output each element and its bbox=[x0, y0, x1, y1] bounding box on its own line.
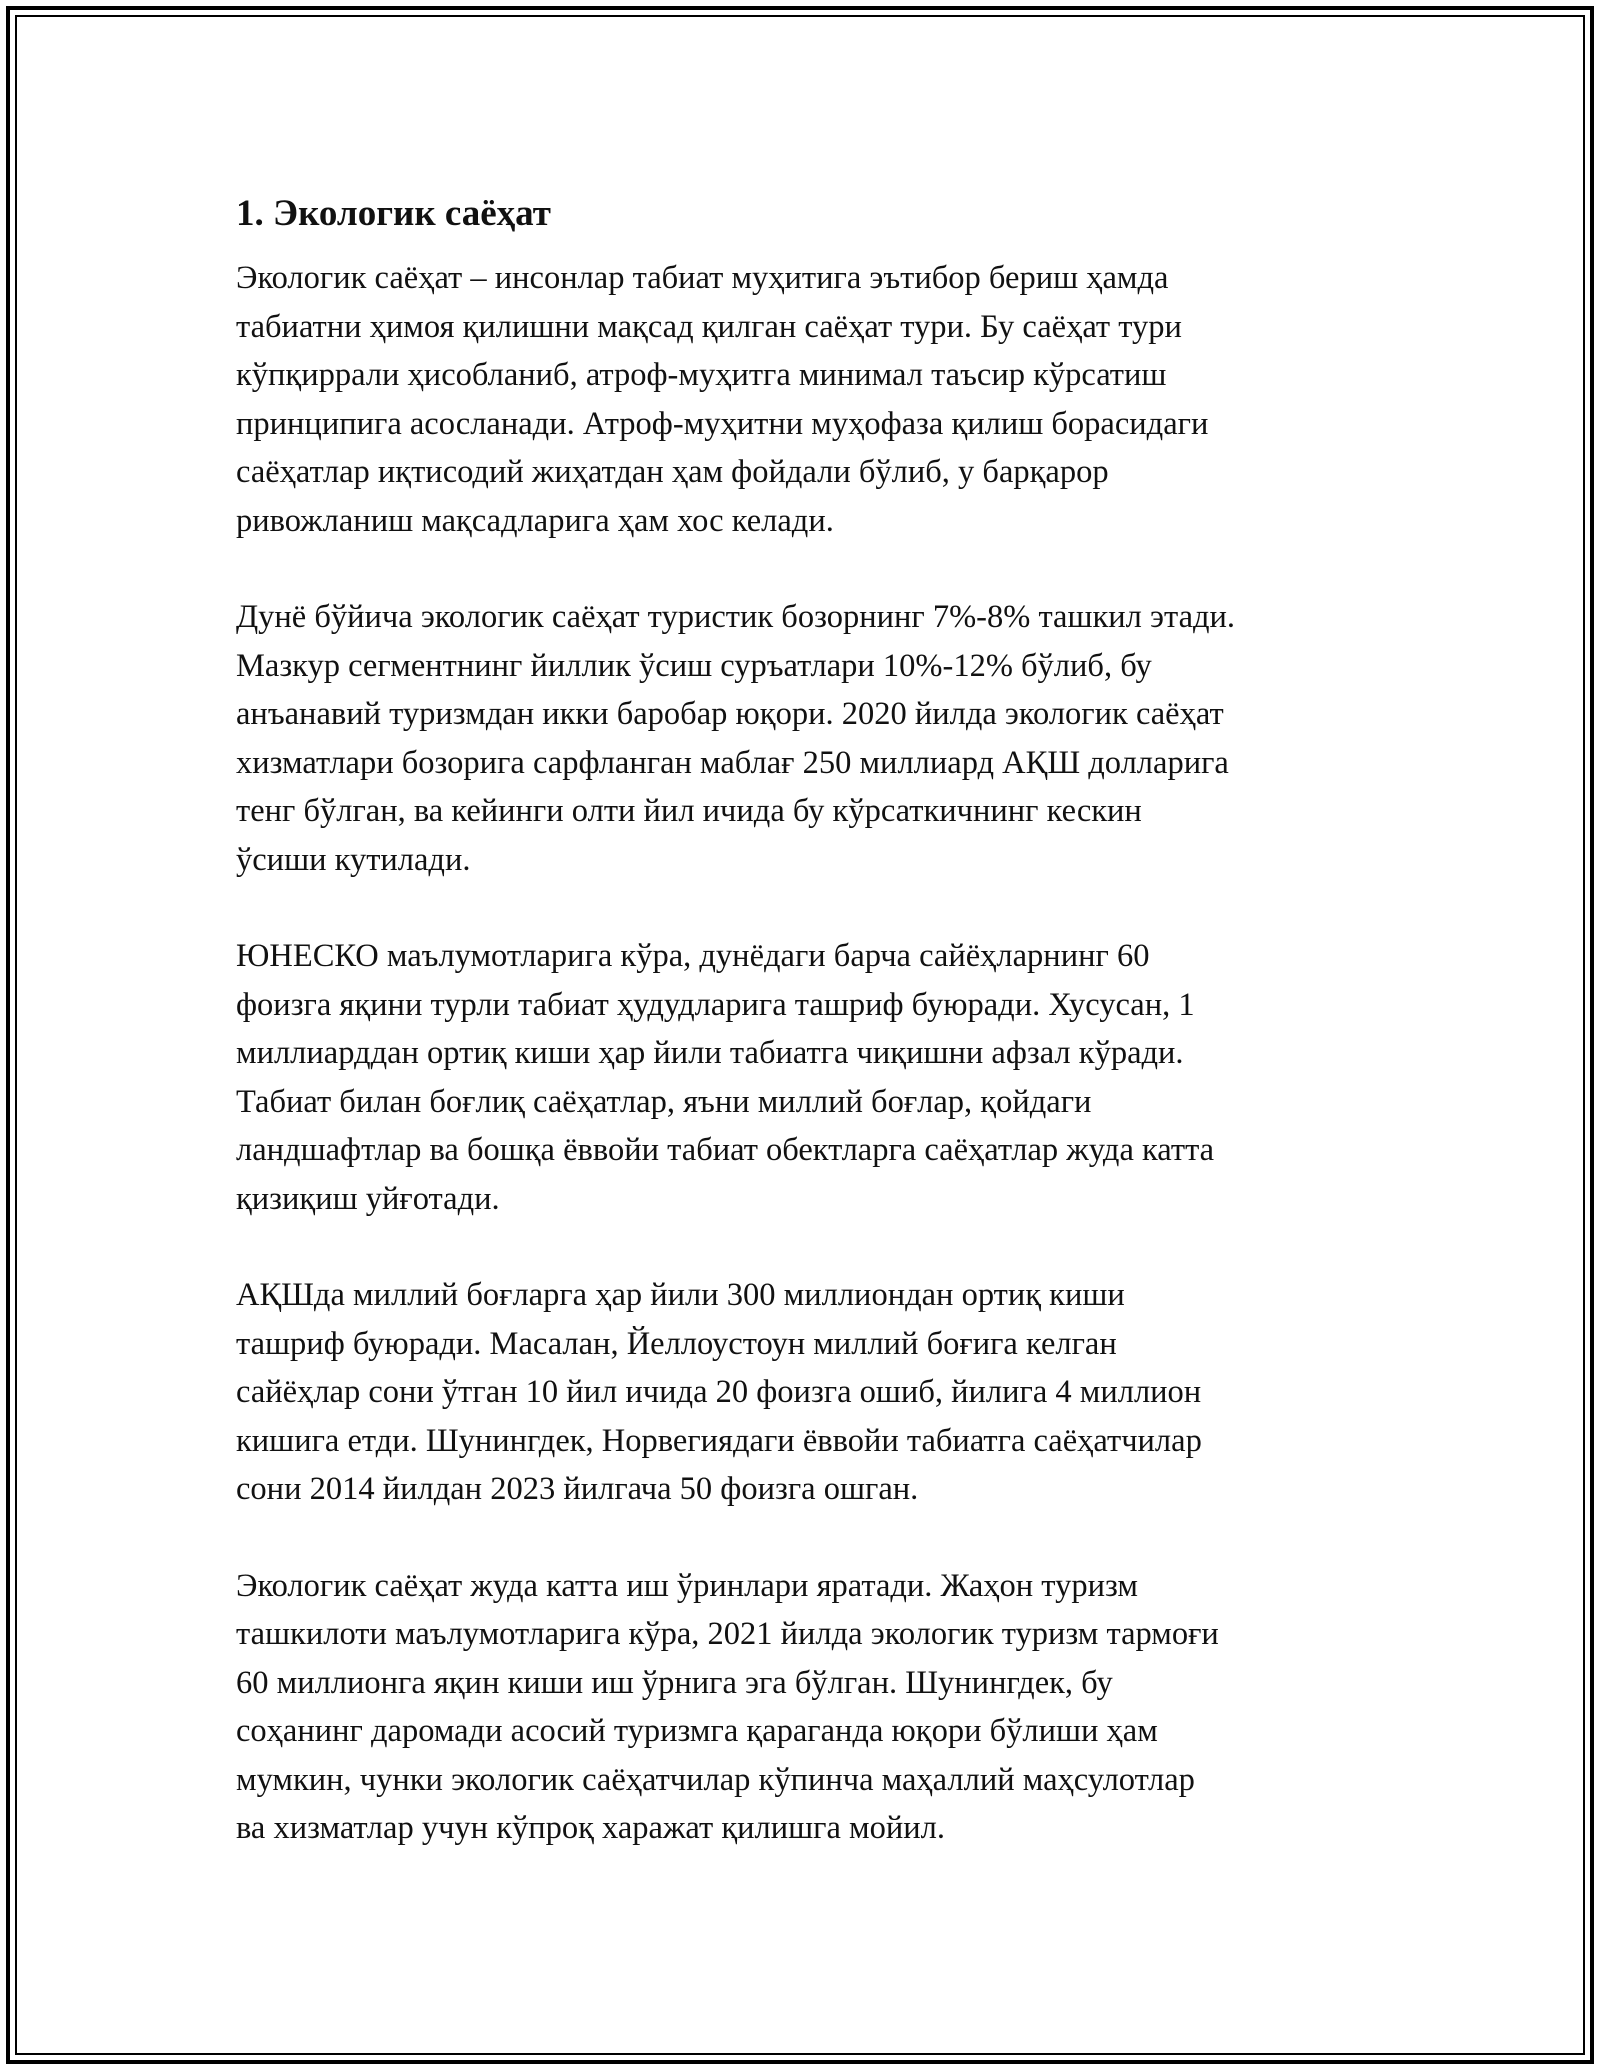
text-line: Табиат билан боғлиқ саёҳатлар, яъни миллий боғлар, қойдаги bbox=[236, 1083, 1092, 1120]
text-line: сайёҳлар сони ўтган 10 йил ичида 20 фоизга ошиб, йилига 4 миллион bbox=[236, 1374, 1202, 1410]
text-line: 60 миллионга яқин киши иш ўрнига эга бўлган. Шунингдек, бу bbox=[236, 1664, 1113, 1701]
text-line: Экологик саёҳат жуда катта иш ўринлари яратади. Жаҳон туризм bbox=[236, 1567, 1138, 1604]
document-body bbox=[236, 188, 1386, 1901]
paragraph-2 bbox=[236, 593, 1386, 884]
text-line: кўпқиррали ҳисобланиб, атроф-муҳитга минимал таъсир кўрсатиш bbox=[236, 357, 1167, 393]
text-line: соҳанинг даромади асосий туризмга қараганда юқори бўлиши ҳам bbox=[236, 1713, 1158, 1749]
text-line: фоизга яқини турли табиат ҳудудларига ташриф буюради. Хусусан, 1 bbox=[236, 986, 1195, 1023]
text-line: саёҳатлар иқтисодий жиҳатдан ҳам фойдали бўлиб, у барқарор bbox=[236, 454, 1109, 490]
paragraph-3 bbox=[236, 932, 1386, 1223]
text-line: тенг бўлган, ва кейинги олти йил ичида бу кўрсаткичнинг кескин bbox=[236, 793, 1142, 829]
text-line: ландшафтлар ва бошқа ёввойи табиат обектларга саёҳатлар жуда катта bbox=[236, 1132, 1215, 1168]
text-line: сони 2014 йилдан 2023 йилгача 50 фоизга ошган. bbox=[236, 1471, 919, 1507]
text-line: мумкин, чунки экологик саёҳатчилар кўпинча маҳаллий маҳсулотлар bbox=[236, 1761, 1195, 1798]
paragraph-5 bbox=[236, 1562, 1386, 1853]
text-line: АҚШда миллий боғларга ҳар йили 300 миллиондан ортиқ киши bbox=[236, 1277, 1125, 1313]
paragraph-4 bbox=[236, 1271, 1386, 1514]
text-line: Дунё бўйича экологик саёҳат туристик бозорнинг 7%-8% ташкил этади. bbox=[236, 599, 1236, 635]
text-line: қизиқиш уйғотади. bbox=[236, 1180, 500, 1217]
text-line: принципига асосланади. Атроф-муҳитни муҳофаза қилиш борасидаги bbox=[236, 405, 1209, 442]
text-line: ва хизматлар учун кўпроқ харажат қилишга мойил. bbox=[236, 1810, 945, 1846]
text-line: Мазкур сегментнинг йиллик ўсиш суръатлари 10%-12% бўлиб, бу bbox=[236, 647, 1152, 684]
section-heading: 1. Экологик саёҳат bbox=[236, 193, 551, 234]
text-line: табиатни ҳимоя қилишни мақсад қилган саёҳат тури. Бу саёҳат тури bbox=[236, 308, 1182, 345]
text-line: ташриф буюради. Масалан, Йеллоустоун миллий боғига келган bbox=[236, 1325, 1117, 1362]
text-line: миллиарддан ортиқ киши ҳар йили табиатга чиқишни афзал кўради. bbox=[236, 1035, 1184, 1071]
text-line: ўсиши кутилади. bbox=[236, 841, 471, 878]
text-line: ривожланиш мақсадларига ҳам хос келади. bbox=[236, 502, 834, 539]
text-line: ЮНЕСКО маълумотларига кўра, дунёдаги барча сайёҳларнинг 60 bbox=[236, 938, 1150, 974]
text-line: ташкилоти маълумотларига кўра, 2021 йилда экологик туризм тармоғи bbox=[236, 1616, 1219, 1652]
text-line: анъанавий туризмдан икки баробар юқори. 2020 йилда экологик саёҳат bbox=[236, 696, 1224, 732]
paragraph-1 bbox=[236, 254, 1386, 545]
text-line: хизматлари бозорига сарфланган маблағ 250 миллиард АҚШ долларига bbox=[236, 744, 1229, 781]
text-line: Экологик саёҳат – инсонлар табиат муҳитига эътибор бериш ҳамда bbox=[236, 260, 1169, 296]
text-line: кишига етди. Шунингдек, Норвегиядаги ёввойи табиатга саёҳатчилар bbox=[236, 1422, 1202, 1459]
